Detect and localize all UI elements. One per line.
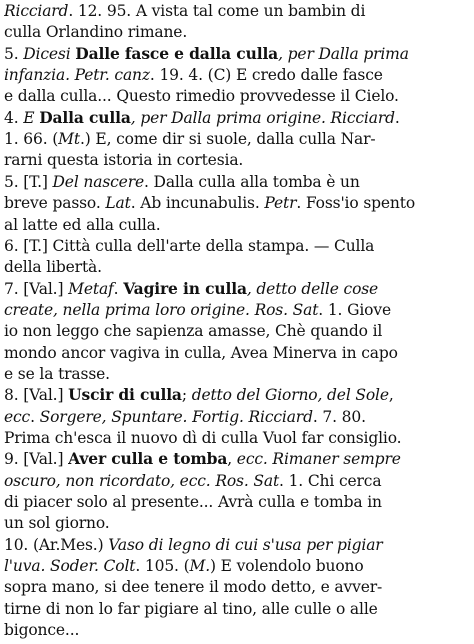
text-line <box>4 1 470 21</box>
text-run: di piacer solo al presente... Avrà culla e tomba in <box>4 493 382 512</box>
italic-run: Vaso di legno di cui s'usa per pigiar <box>108 535 383 554</box>
italic-run: Dicesi <box>23 44 76 63</box>
text-line <box>4 385 470 405</box>
text-run: ; <box>181 386 192 405</box>
text-run: io non leggo che sapienza amasse, Chè quando il <box>4 322 383 341</box>
bold-run: Dalla culla <box>39 107 131 127</box>
text-run: 1. 66. ( <box>4 130 59 149</box>
italic-run: , per Dalla prima origine. Ricciard <box>130 108 395 127</box>
text-line <box>4 215 470 235</box>
text-run: mondo ancor vagiva in culla, Avea Minerva in capo <box>4 343 398 362</box>
text-run: e se la trasse. <box>4 364 110 383</box>
text-run: e dalla culla... Questo rimedio provvedesse il Cielo. <box>4 87 399 106</box>
bold-run: Aver culla e tomba <box>68 449 228 469</box>
bold-run: Dalle fasce e dalla culla <box>75 43 279 63</box>
italic-run: E <box>23 108 40 127</box>
text-run: . 19. 4. (C) E credo dalle fasce <box>149 66 383 85</box>
text-line <box>4 449 470 469</box>
text-run: . 7. 80. <box>312 407 366 426</box>
text-run: . 12. 95. A vista tal come un bambin di <box>68 2 366 20</box>
text-line <box>4 236 470 256</box>
italic-run: Petr <box>264 194 297 213</box>
text-run: breve passo. <box>4 194 106 213</box>
text-run: al latte ed alla culla. <box>4 215 161 234</box>
italic-run: , <box>278 44 288 63</box>
text-run: . 1. Giove <box>318 300 391 319</box>
italic-run: create, nella prima loro origine. Ros. Sat <box>4 300 319 319</box>
bold-run: Vagire in culla <box>123 278 247 298</box>
text-run: . Ab incunabulis. <box>130 194 265 213</box>
text-run: .) E, come dir si suole, dalla culla Nar- <box>79 130 376 149</box>
text-line <box>4 193 470 213</box>
italic-run: detto del Giorno, del Sole <box>191 386 389 405</box>
text-line <box>4 428 470 448</box>
text-line <box>4 86 470 106</box>
text-run: 4. <box>4 108 24 127</box>
text-run: 6. [T.] Città culla dell'arte della stampa. — Culla <box>4 236 375 255</box>
text-run: . Foss'io spento <box>296 194 416 213</box>
italic-run: oscuro, non ricordato, ecc. Ros. Sat <box>4 471 280 490</box>
italic-run: ecc. Rimaner sempre <box>236 450 401 469</box>
text-run: Prima ch'esca il nuovo dì di culla Vuol far consiglio. <box>4 429 402 447</box>
text-run: bigonce... <box>4 621 80 640</box>
text-run: sopra mano, si dee tenere il modo detto, e avver- <box>4 578 383 597</box>
italic-run: l'uva. Soder. Colt <box>4 557 136 576</box>
text-run: ) E volendolo buono <box>209 557 364 576</box>
text-line <box>4 257 470 277</box>
text-run: 5. [T.] <box>4 172 53 191</box>
text-run: . Dalla culla alla tomba è un <box>143 172 360 191</box>
text-line <box>4 535 470 555</box>
text-line <box>4 343 470 363</box>
italic-run: Metaf <box>68 279 114 298</box>
text-line <box>4 44 470 64</box>
text-run: . 1. Chi cerca <box>279 471 382 490</box>
text-line <box>4 22 470 42</box>
text-line <box>4 364 470 384</box>
text-run: 7. [Val.] <box>4 279 69 298</box>
text-run: rarni questa istoria in cortesia. <box>4 151 244 170</box>
text-line <box>4 129 470 149</box>
text-line <box>4 108 470 128</box>
text-run: . <box>30 407 40 426</box>
italic-run: ecc <box>4 407 31 426</box>
text-run: , <box>227 450 237 469</box>
text-line <box>4 407 470 427</box>
text-line <box>4 471 470 491</box>
text-line <box>4 513 470 533</box>
text-run: 10. (Ar.Mes.) <box>4 535 109 554</box>
text-run: 5. <box>4 44 24 63</box>
text-run: tirne di non lo far pigiare al tino, alle culle o alle <box>4 599 378 618</box>
italic-run: Ricciard <box>4 2 69 20</box>
italic-run: Lat <box>105 194 131 213</box>
italic-run: per Dalla prima <box>287 44 409 63</box>
text-run: . 105. ( <box>135 557 190 576</box>
italic-run: M. <box>189 557 210 576</box>
italic-run: , detto delle cose <box>246 279 379 298</box>
text-run: culla Orlandino rimane. <box>4 23 188 42</box>
text-run: 9. [Val.] <box>4 450 69 469</box>
italic-run: infanzia. Petr. canz <box>4 66 150 85</box>
italic-run: Sorgere, Spuntare. Fortig. Ricciard <box>39 407 313 426</box>
text-line <box>4 172 470 192</box>
text-line <box>4 279 470 299</box>
text-line <box>4 492 470 512</box>
text-line <box>4 65 470 85</box>
text-line <box>4 577 470 597</box>
text-line <box>4 599 470 619</box>
bold-run: Uscir di culla <box>68 385 182 405</box>
text-run: 8. [Val.] <box>4 386 69 405</box>
text-run: della libertà. <box>4 258 102 277</box>
text-run: . <box>394 108 400 127</box>
text-line <box>4 556 470 576</box>
text-run: , <box>388 386 394 405</box>
text-line <box>4 150 470 170</box>
text-line <box>4 321 470 341</box>
text-run: un sol giorno. <box>4 514 110 533</box>
italic-run: Del nascere <box>52 172 144 191</box>
italic-run: Mt <box>58 130 80 149</box>
text-line <box>4 620 470 640</box>
text-run: . <box>113 279 124 298</box>
text-line <box>4 300 470 320</box>
